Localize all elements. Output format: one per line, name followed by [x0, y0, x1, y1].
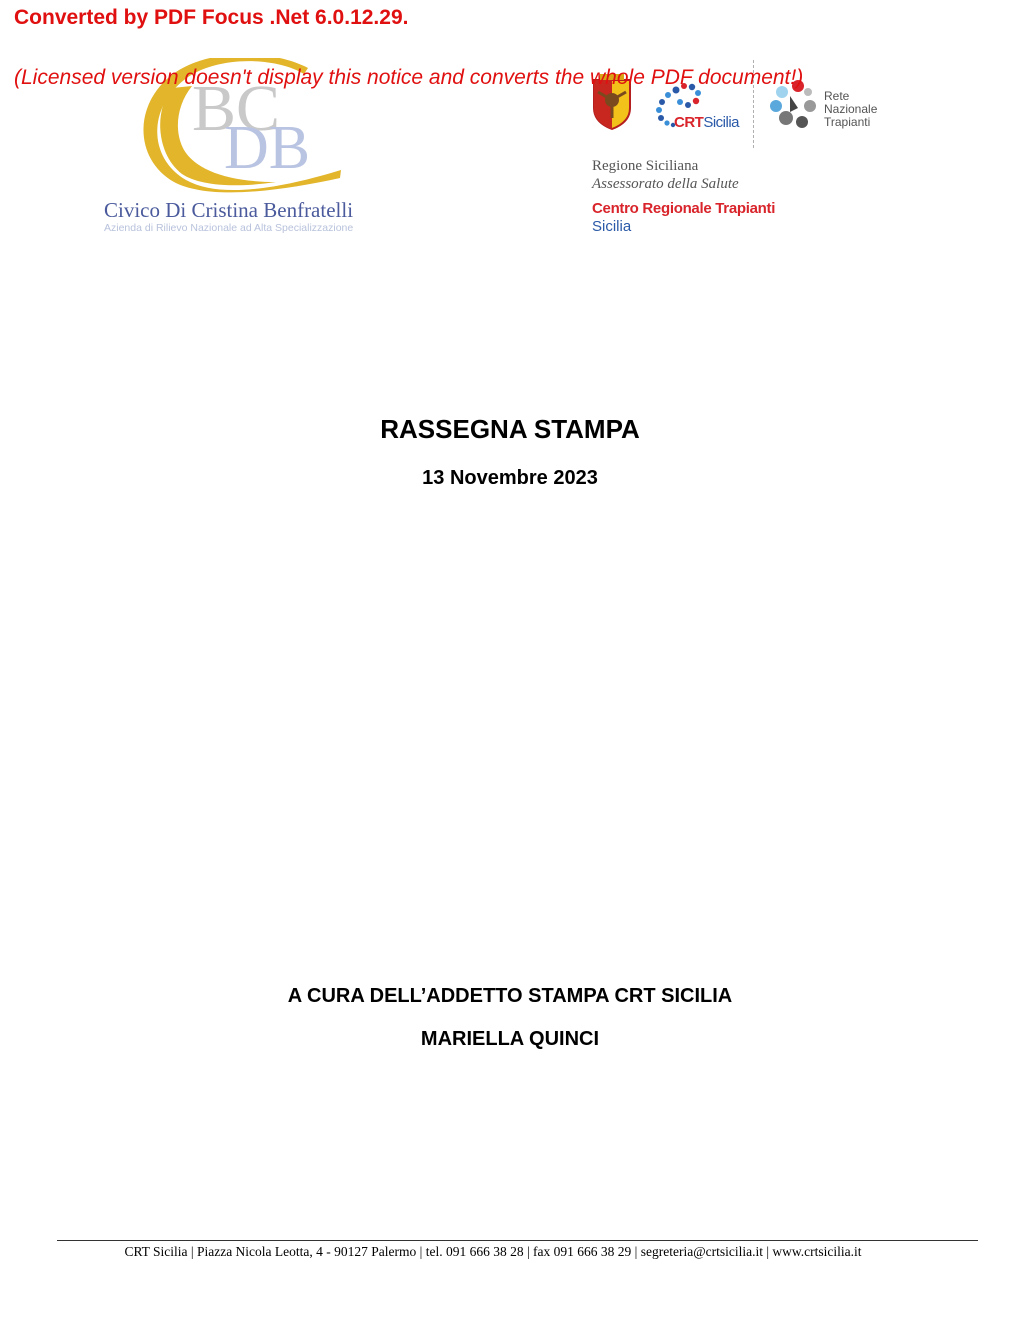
crt-sicilia-label: CRTSicilia [674, 114, 740, 131]
rete-nazionale-trapianti-label: Rete Nazionale Trapianti [824, 89, 878, 129]
document-title: RASSEGNA STAMPA [380, 414, 640, 444]
footer-contact: CRT Sicilia | Piazza Nicola Leotta, 4 - 90127 Palermo | tel. 091 666 38 28 | fax 091 666 38 29 | segreteria@crtsicilia.it | www.crtsicilia.it [124, 1244, 862, 1259]
regione-label: Regione Siciliana [592, 158, 699, 174]
sicilia-label: Sicilia [592, 218, 632, 235]
conversion-notice: Converted by PDF Focus .Net 6.0.12.29. [14, 6, 409, 29]
centro-label: Centro Regionale Trapianti [592, 200, 776, 217]
civico-subtitle: Azienda di Rilievo Nazionale ad Alta Specializzazione [104, 222, 354, 234]
civico-name: Civico Di Cristina Benfratelli [104, 198, 354, 222]
footer-divider [57, 1240, 978, 1241]
assessorato-label: Assessorato della Salute [592, 176, 739, 192]
svg-text:DB: DB [224, 114, 311, 182]
svg-text:BC: BC [192, 72, 281, 145]
license-notice: (Licensed version doesn't display this notice and converts the whole PDF document!) [14, 66, 804, 89]
document-date: 13 Novembre 2023 [422, 467, 598, 489]
curator-name: MARIELLA QUINCI [420, 1028, 600, 1050]
curator-line: A CURA DELL’ADDETTO STAMPA CRT SICILIA [287, 985, 733, 1007]
